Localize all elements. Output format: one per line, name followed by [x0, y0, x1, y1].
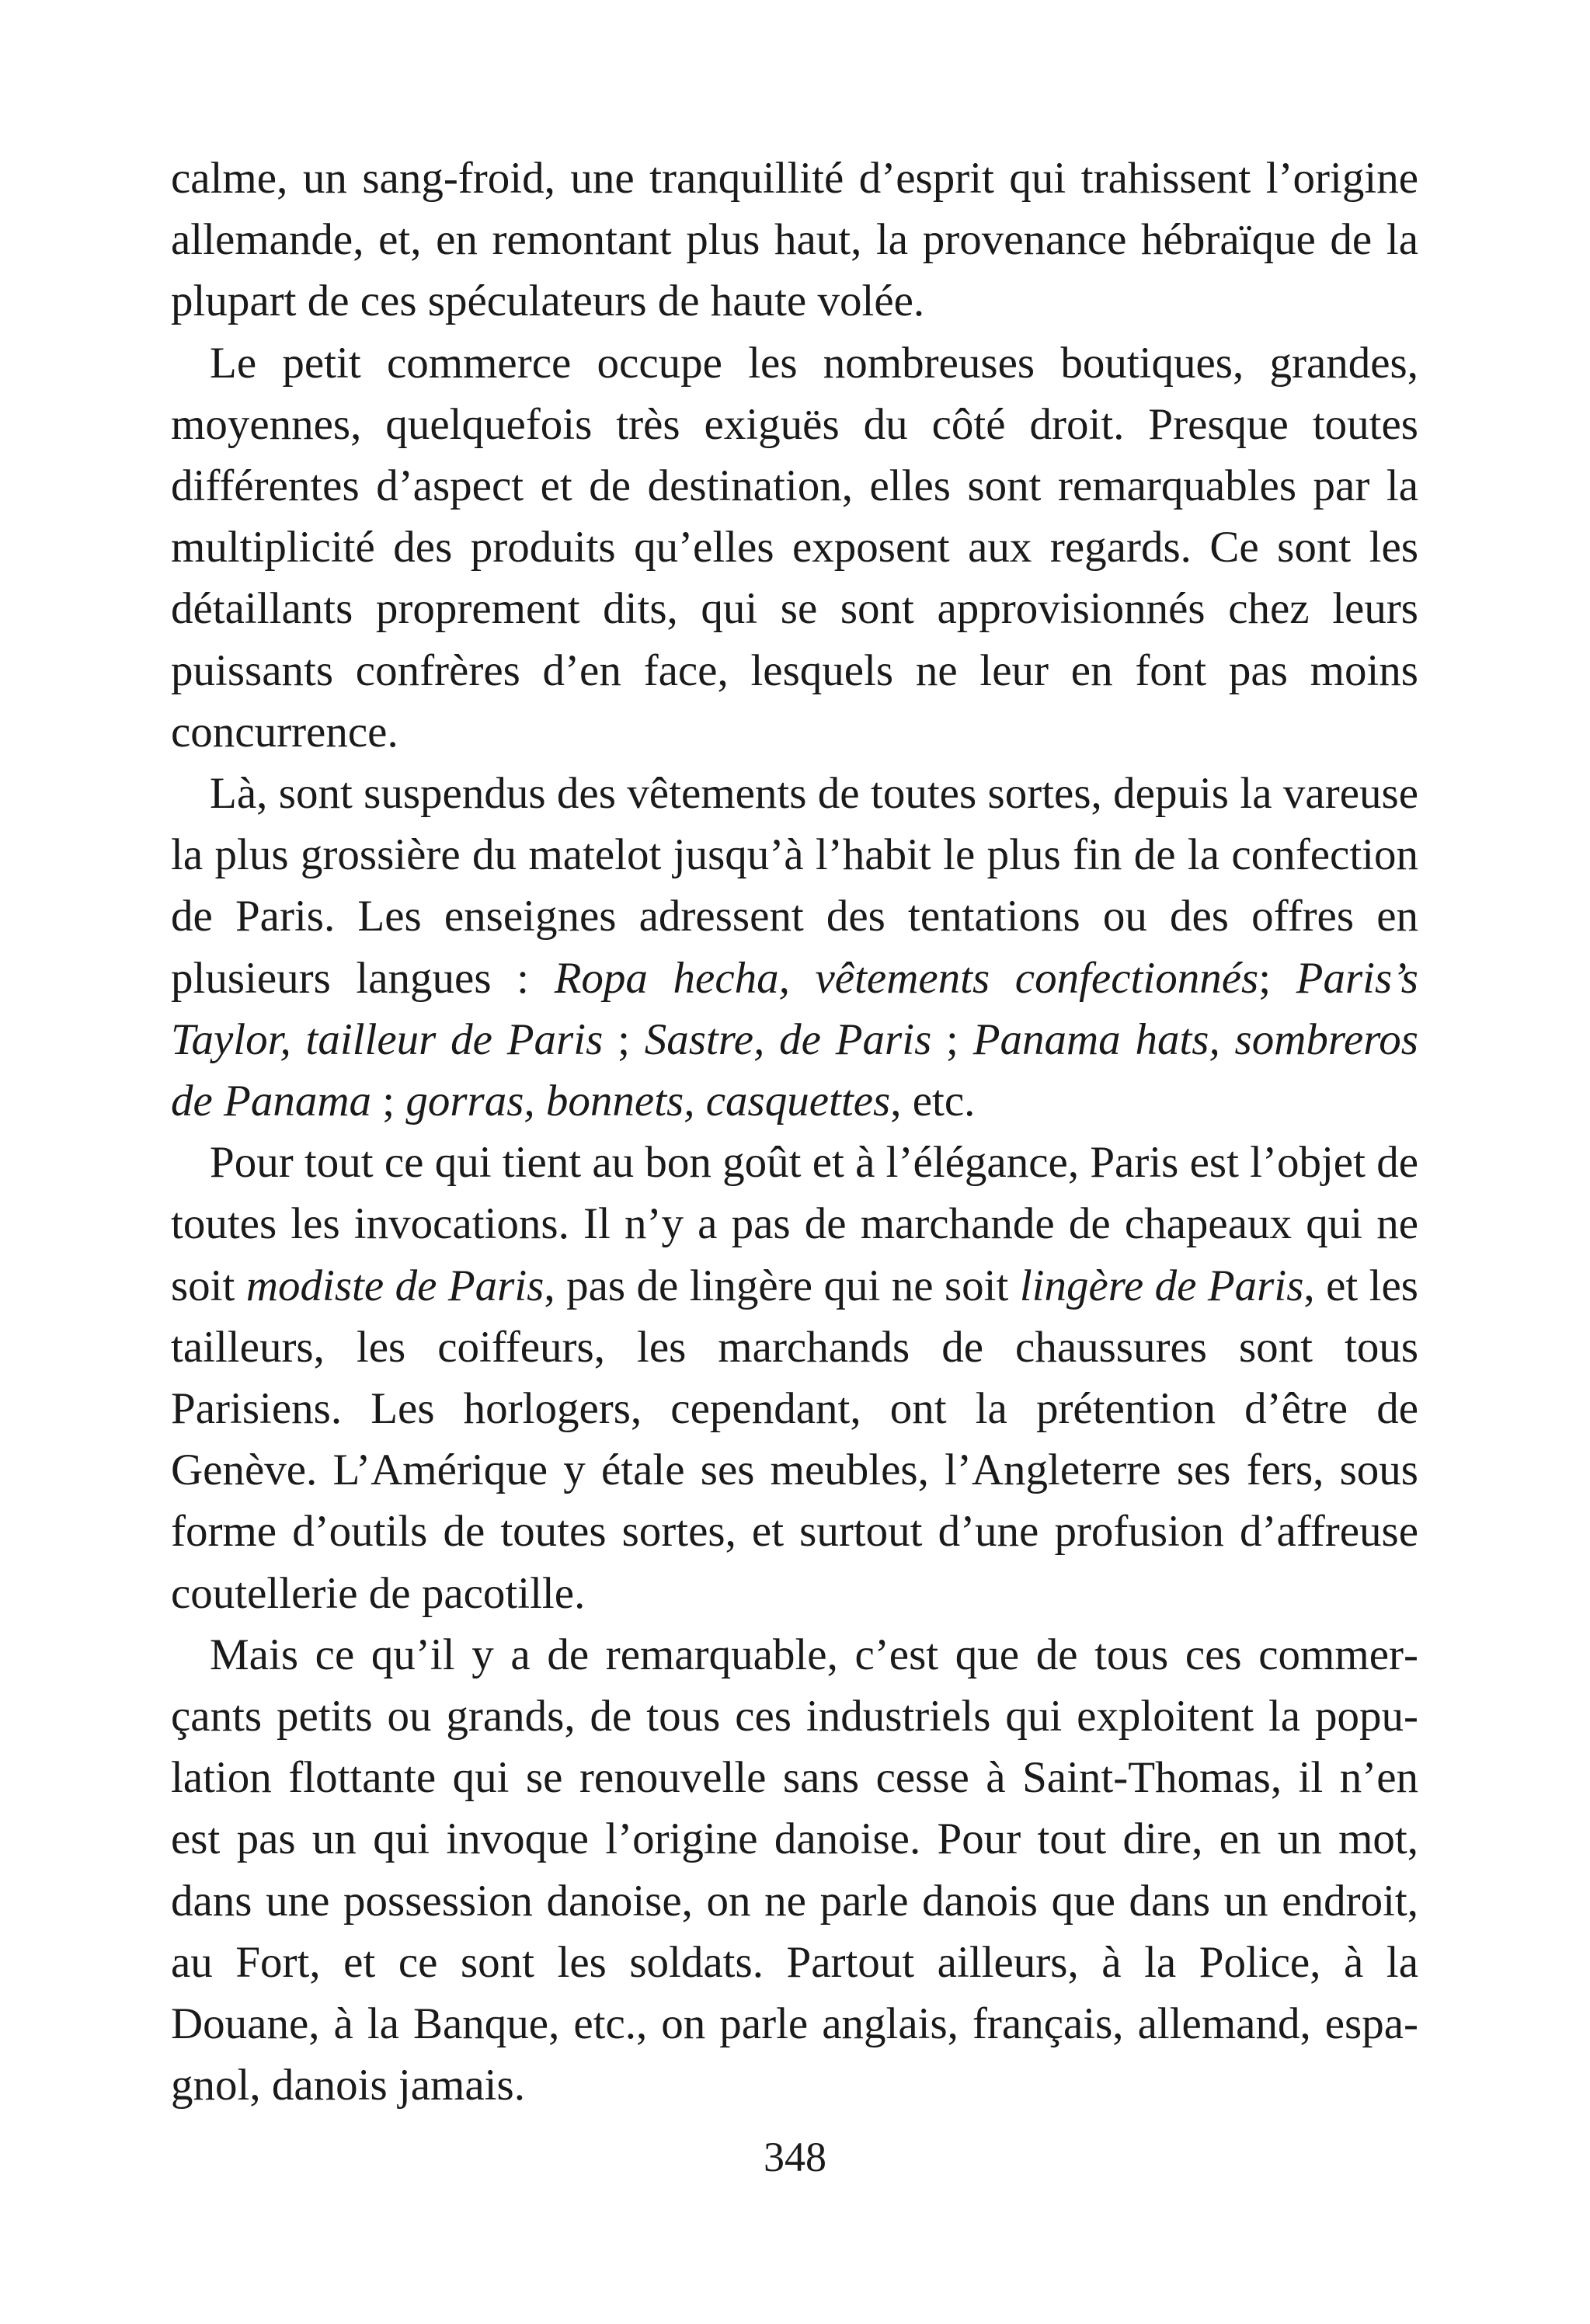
text-run: ; — [1258, 953, 1296, 1003]
italic-text: Paris’s Taylor, tailleur de Paris — [171, 953, 1418, 1064]
paragraph — [171, 332, 1418, 763]
text-run: Le petit commerce occupe les nombreuses boutiques, grandes, moyennes, quelquefois très exiguës du côté droit. Presque toutes différentes d’aspect et de destination, elles sont remarquables par la multiplicité des produits qu’elles exposent aux regards. Ce sont les détaillants proprement dits, qui se sont approvisionnés chez leurs puissants confrères d’en face, lesquels ne leur en font pas moins concurrence. — [171, 338, 1418, 757]
text-run: ; — [371, 1077, 406, 1126]
page-number: 348 — [764, 2134, 826, 2180]
text-run: Mais ce qu’il y a de remarquable, c’est que de tous ces commerçants petits ou grands, de tous ces industriels qui exploitent la population flottante qui se renouvelle sans cesse à Saint-Thomas, il n’en est pas un qui invoque l’origine danoise. Pour tout dire, en un mot, dans une possession danoise, on ne parle danois que dans un endroit, au Fort, et ce sont les soldats. Partout ailleurs, à la Police, à la Douane, à la Banque, etc., on parle anglais, français, allemand, espagnol, danois jamais. — [171, 1630, 1418, 2110]
italic-text: Sastre, de Paris — [644, 1014, 932, 1064]
paragraph — [171, 1132, 1418, 1624]
italic-text: Panama hats, sombreros de Panama — [171, 1014, 1418, 1126]
text-run: Là, sont suspendus des vêtements de toutes sortes, depuis la vareuse la plus grossière du matelot jusqu’à l’habit le plus fin de la confection de Paris. Les enseignes adressent des tentations ou des offres en plusieurs langues : — [171, 769, 1418, 1003]
text-run: ; — [603, 1014, 645, 1064]
text-run: calme, un sang-froid, une tranquillité d’esprit qui trahissent l’origine allemande, et, en remontant plus haut, la provenance hébraïque de la plupart de ces spéculateurs de haute volée. — [171, 154, 1418, 326]
italic-text: gorras, bonnets, casquettes — [405, 1077, 891, 1126]
text-run: ; — [931, 1014, 973, 1064]
body-text — [171, 148, 1418, 2117]
italic-text: lingère de Paris — [1019, 1261, 1304, 1310]
paragraph — [171, 763, 1418, 1132]
text-run: , et les tailleurs, les coiffeurs, les marchands de chaussures sont tous Parisiens. Les horlogers, cependant, ont la prétention d’être de Genève. L’Amérique y étale ses meubles, l’Angleterre ses fers, sous forme d’outils de toutes sortes, et surtout d’une profusion d’affreuse coutellerie de pacotille. — [171, 1261, 1418, 1618]
italic-text: modiste de Paris — [245, 1261, 544, 1310]
paragraph — [171, 1624, 1418, 2117]
text-run: , pas de lingère qui ne soit — [544, 1261, 1020, 1310]
paragraph — [171, 148, 1418, 332]
italic-text: Ropa hecha, vêtements confectionnés — [554, 953, 1259, 1003]
text-run: , etc. — [890, 1077, 976, 1126]
text-run: Pour tout ce qui tient au bon goût et à l’élégance, Paris est l’objet de toutes les invocations. Il n’y a pas de marchande de chapeaux qui ne soit — [171, 1138, 1418, 1310]
